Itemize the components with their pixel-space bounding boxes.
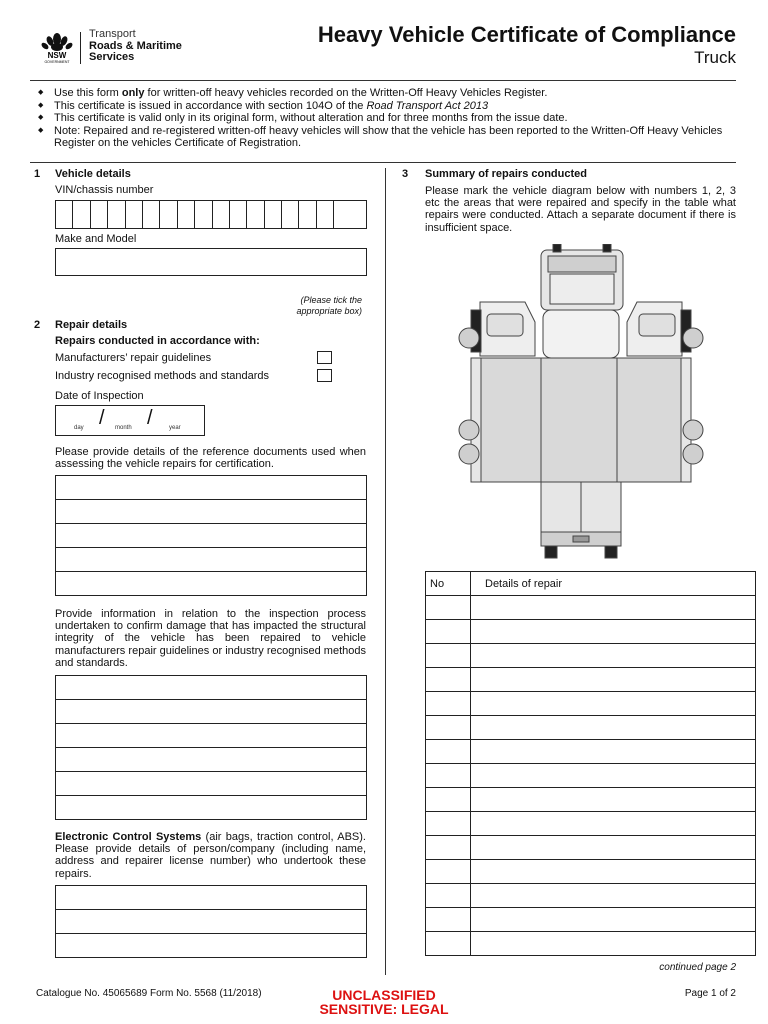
year-label: year	[169, 425, 181, 431]
repair-number-cell[interactable]	[426, 812, 471, 836]
section-3-number: 3	[402, 168, 409, 180]
table-row	[426, 812, 756, 836]
truck-diagram[interactable]	[455, 244, 707, 562]
repair-number-cell[interactable]	[426, 860, 471, 884]
industry-methods-checkbox[interactable]	[317, 369, 332, 382]
repair-details-cell[interactable]	[471, 884, 756, 908]
repair-details-cell[interactable]	[471, 668, 756, 692]
logo-line-3: Services	[89, 51, 135, 63]
vin-character-cell[interactable]	[195, 201, 212, 228]
nsw-waratah-logo	[36, 30, 78, 64]
repair-number-cell[interactable]	[426, 620, 471, 644]
repair-details-cell[interactable]	[471, 836, 756, 860]
vin-character-cell[interactable]	[299, 201, 316, 228]
repair-details-cell[interactable]	[471, 908, 756, 932]
table-row	[426, 884, 756, 908]
vin-character-cell[interactable]	[317, 201, 334, 228]
vin-character-cell[interactable]	[282, 201, 299, 228]
table-row	[426, 860, 756, 884]
vin-character-cell[interactable]	[213, 201, 230, 228]
vin-character-cell[interactable]	[56, 201, 73, 228]
vin-character-cell[interactable]	[160, 201, 177, 228]
page-title: Heavy Vehicle Certificate of Compliance	[317, 22, 736, 47]
date-slash: /	[99, 407, 105, 429]
repair-number-cell[interactable]	[426, 764, 471, 788]
repair-details-cell[interactable]	[471, 692, 756, 716]
section-1-title: Vehicle details	[55, 168, 131, 180]
repair-number-cell[interactable]	[426, 932, 471, 956]
reference-docs-field[interactable]	[55, 475, 367, 596]
logo-divider	[80, 32, 81, 64]
repair-number-cell[interactable]	[426, 884, 471, 908]
ecs-instructions: Electronic Control Systems (air bags, traction control, ABS). Please provide details of person/company (including name, address and repairer license number) who undertook these repairs.	[55, 831, 366, 880]
table-row	[426, 908, 756, 932]
vin-character-cell[interactable]	[178, 201, 195, 228]
reference-docs-instructions: Please provide details of the reference documents used when assessing the vehicle repairs for certification.	[55, 446, 366, 471]
instruction-item: ◆ Note: Repaired and re-registered written-off heavy vehicles will show that the vehicle has been reported to the Written-Off Heavy Vehicles Register on the vehicles Certificate of Registration.	[38, 125, 738, 150]
repair-details-cell[interactable]	[471, 860, 756, 884]
repair-details-cell[interactable]	[471, 620, 756, 644]
instructions-list	[38, 87, 738, 150]
repair-details-cell[interactable]	[471, 716, 756, 740]
repair-number-cell[interactable]	[426, 668, 471, 692]
vin-character-cell[interactable]	[247, 201, 264, 228]
vin-character-cell[interactable]	[143, 201, 160, 228]
logo-line-2: Roads & Maritime	[89, 39, 182, 52]
vin-character-cell[interactable]	[334, 201, 351, 228]
section-1-number: 1	[34, 168, 41, 180]
tick-note: (Please tick the appropriate box)	[296, 295, 362, 316]
table-row	[426, 716, 756, 740]
section-3-title: Summary of repairs conducted	[425, 168, 587, 180]
option-manufacturer-label: Manufacturers’ repair guidelines	[55, 352, 212, 364]
column-divider	[385, 168, 386, 975]
repair-number-cell[interactable]	[426, 596, 471, 620]
table-row	[426, 692, 756, 716]
instruction-item: ◆ This certificate is issued in accordance with section 104O of the Road Transport Act 2013	[38, 100, 738, 113]
table-row	[426, 668, 756, 692]
option-industry-label: Industry recognised methods and standards	[55, 370, 270, 382]
continued-note: continued page 2	[659, 962, 736, 973]
repair-number-cell[interactable]	[426, 740, 471, 764]
header-details: Details of repair	[471, 572, 756, 596]
repair-number-cell[interactable]	[426, 788, 471, 812]
repair-number-cell[interactable]	[426, 836, 471, 860]
instructions-rule	[30, 162, 736, 163]
inspection-process-field[interactable]	[55, 675, 367, 820]
classification-line-2: SENSITIVE: LEGAL	[319, 1001, 449, 1017]
repair-details-cell[interactable]	[471, 740, 756, 764]
classification-line-1: UNCLASSIFIED	[332, 987, 436, 1003]
manufacturer-guidelines-checkbox[interactable]	[317, 351, 332, 364]
page-subtitle: Truck	[694, 48, 736, 67]
month-label: month	[115, 425, 132, 431]
vin-character-cell[interactable]	[73, 201, 90, 228]
date-inspection-label: Date of Inspection	[55, 390, 144, 402]
table-row	[426, 764, 756, 788]
diagram-instructions: Please mark the vehicle diagram below with numbers 1, 2, 3 etc the areas that were repaired and specify in the table what repairs were conducted. Attach a separate document if there is insufficient space.	[425, 185, 736, 234]
make-model-label: Make and Model	[55, 233, 137, 245]
vin-character-cell[interactable]	[126, 201, 143, 228]
repairs-table-wrapper	[425, 571, 756, 956]
header-no: No	[426, 572, 471, 596]
repair-details-cell[interactable]	[471, 596, 756, 620]
svg-text:NSW: NSW	[47, 51, 67, 60]
svg-text:GOVERNMENT: GOVERNMENT	[44, 60, 70, 64]
repair-details-cell[interactable]	[471, 932, 756, 956]
day-label: day	[74, 425, 84, 431]
vin-character-cell[interactable]	[265, 201, 282, 228]
repairs-table	[425, 571, 756, 956]
make-model-field[interactable]	[55, 248, 367, 276]
table-row	[426, 644, 756, 668]
catalogue-number: Catalogue No. 45065689 Form No. 5568 (11/2018)	[36, 988, 262, 999]
repair-number-cell[interactable]	[426, 716, 471, 740]
classification-label	[0, 988, 768, 1016]
vin-character-cell[interactable]	[230, 201, 247, 228]
table-row	[426, 788, 756, 812]
section-2-number: 2	[34, 319, 41, 331]
repair-number-cell[interactable]	[426, 908, 471, 932]
logo-line-1: Transport	[89, 28, 136, 40]
vin-character-cell[interactable]	[108, 201, 125, 228]
agency-name	[89, 29, 182, 64]
repairs-conducted-heading: Repairs conducted in accordance with:	[55, 335, 260, 347]
table-row	[426, 836, 756, 860]
table-row	[426, 596, 756, 620]
vin-field[interactable]	[55, 200, 367, 229]
repair-details-cell[interactable]	[471, 764, 756, 788]
repair-details-cell[interactable]	[471, 812, 756, 836]
vin-character-cell[interactable]	[91, 201, 108, 228]
ecs-repairer-field[interactable]	[55, 885, 367, 958]
table-header-row	[426, 572, 756, 596]
date-slash: /	[147, 407, 153, 429]
repair-number-cell[interactable]	[426, 644, 471, 668]
table-row	[426, 932, 756, 956]
instruction-item: ◆ This certificate is valid only in its original form, without alteration and for three months from the issue date.	[38, 112, 738, 125]
repair-details-cell[interactable]	[471, 644, 756, 668]
section-2-title: Repair details	[55, 319, 128, 331]
repair-number-cell[interactable]	[426, 692, 471, 716]
page-number: Page 1 of 2	[684, 988, 736, 999]
date-inspection-field[interactable]	[55, 405, 205, 436]
repair-details-cell[interactable]	[471, 788, 756, 812]
table-row	[426, 620, 756, 644]
vin-label: VIN/chassis number	[55, 184, 154, 196]
table-row	[426, 740, 756, 764]
header-rule	[30, 80, 736, 81]
instruction-item: ◆ Use this form only for written-off heavy vehicles recorded on the Written-Off Heavy Vehicles Register.	[38, 87, 738, 100]
inspection-process-instructions: Provide information in relation to the inspection process undertaken to confirm damage that has impacted the structural integrity of the vehicle has been repaired to vehicle manufacturers repair guidelines or industry recognised methods and standards.	[55, 608, 366, 669]
